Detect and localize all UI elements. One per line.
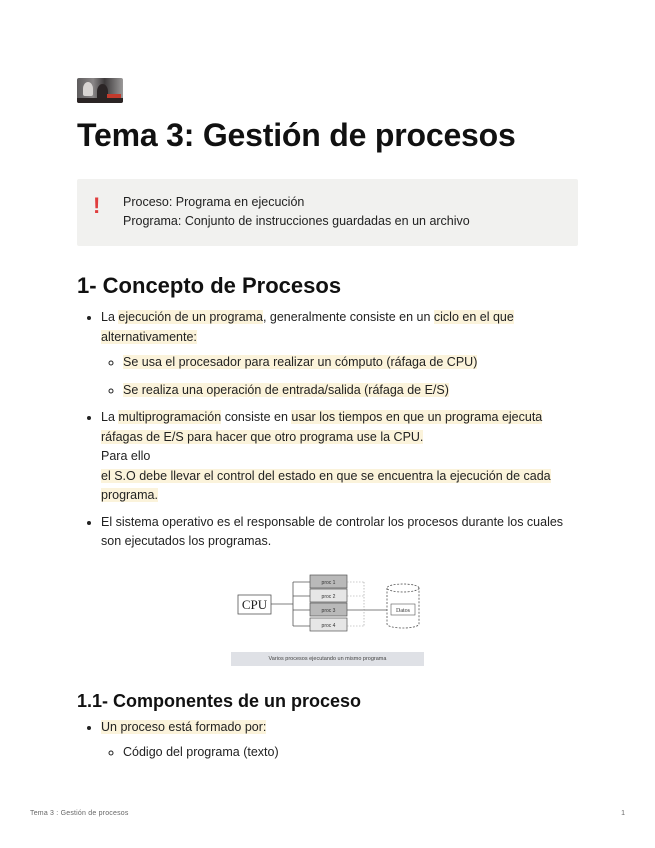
footer-title: Tema 3 : Gestión de procesos bbox=[30, 810, 129, 817]
proc1-label: proc 1 bbox=[321, 579, 336, 586]
process-diagram bbox=[231, 572, 424, 652]
text-line: Para ello bbox=[101, 449, 151, 463]
proc4-label: proc 4 bbox=[321, 622, 336, 629]
proc2-label: proc 2 bbox=[321, 593, 336, 600]
sub-list-item bbox=[123, 743, 578, 763]
componentes-list bbox=[77, 718, 578, 763]
footer-page-number: 1 bbox=[621, 810, 625, 817]
list-item bbox=[101, 408, 578, 506]
highlighted-text: Un proceso está formado por: bbox=[101, 719, 267, 734]
section-heading-concepto: 1- Concepto de Procesos bbox=[77, 273, 342, 298]
concepto-list bbox=[77, 308, 578, 552]
page-cover-image bbox=[77, 78, 123, 103]
exclamation-icon: ! bbox=[93, 193, 101, 218]
list-item bbox=[101, 308, 578, 400]
definition-callout bbox=[77, 179, 578, 246]
callout-line-proceso: Proceso: Programa en ejecución bbox=[123, 195, 305, 209]
sub-list bbox=[101, 353, 578, 400]
text-run: El sistema operativo es el responsable de controlar los procesos durante los cuales son ejecutados los programas. bbox=[101, 514, 564, 548]
figure-caption: Varios procesos ejecutando un mismo programa bbox=[231, 652, 424, 666]
highlighted-text: el S.O debe llevar el control del estado en que se encuentra la ejecución de cada programa. bbox=[101, 468, 551, 502]
text-run: , generalmente consiste en un bbox=[262, 310, 434, 324]
highlighted-text: Se realiza una operación de entrada/salida (ráfaga de E/S) bbox=[123, 382, 449, 397]
highlighted-text: multiprogramación bbox=[118, 410, 222, 424]
sub-list-item bbox=[123, 353, 578, 373]
highlighted-text: Se usa el procesador para realizar un cómputo (ráfaga de CPU) bbox=[123, 355, 478, 369]
highlighted-text: ciclo en el que alternativamente: bbox=[101, 310, 514, 344]
sub-list bbox=[101, 743, 578, 763]
proc3-label: proc 3 bbox=[321, 607, 336, 614]
sub-list-item bbox=[123, 381, 578, 401]
highlighted-text: ejecución de un programa bbox=[118, 310, 263, 324]
text-run: La bbox=[101, 410, 119, 424]
text-run: La bbox=[101, 310, 119, 324]
section-heading-componentes: 1.1- Componentes de un proceso bbox=[77, 690, 362, 711]
callout-text bbox=[123, 193, 470, 231]
document-page bbox=[77, 78, 578, 771]
process-diagram-figure bbox=[77, 572, 578, 672]
cpu-label: CPU bbox=[241, 596, 268, 612]
disk-label: Datos bbox=[396, 607, 410, 614]
text-run: Código del programa (texto) bbox=[123, 745, 279, 759]
list-item bbox=[101, 513, 578, 552]
highlighted-text: usar los tiempos en que un programa ejecuta ráfagas de E/S para hacer que otro programa use la CPU. bbox=[101, 410, 543, 444]
text-run: consiste en bbox=[221, 410, 292, 424]
callout-line-programa: Programa: Conjunto de instrucciones guardadas en un archivo bbox=[123, 214, 470, 228]
list-item bbox=[101, 718, 578, 763]
page-title: Tema 3: Gestión de procesos bbox=[77, 117, 516, 153]
